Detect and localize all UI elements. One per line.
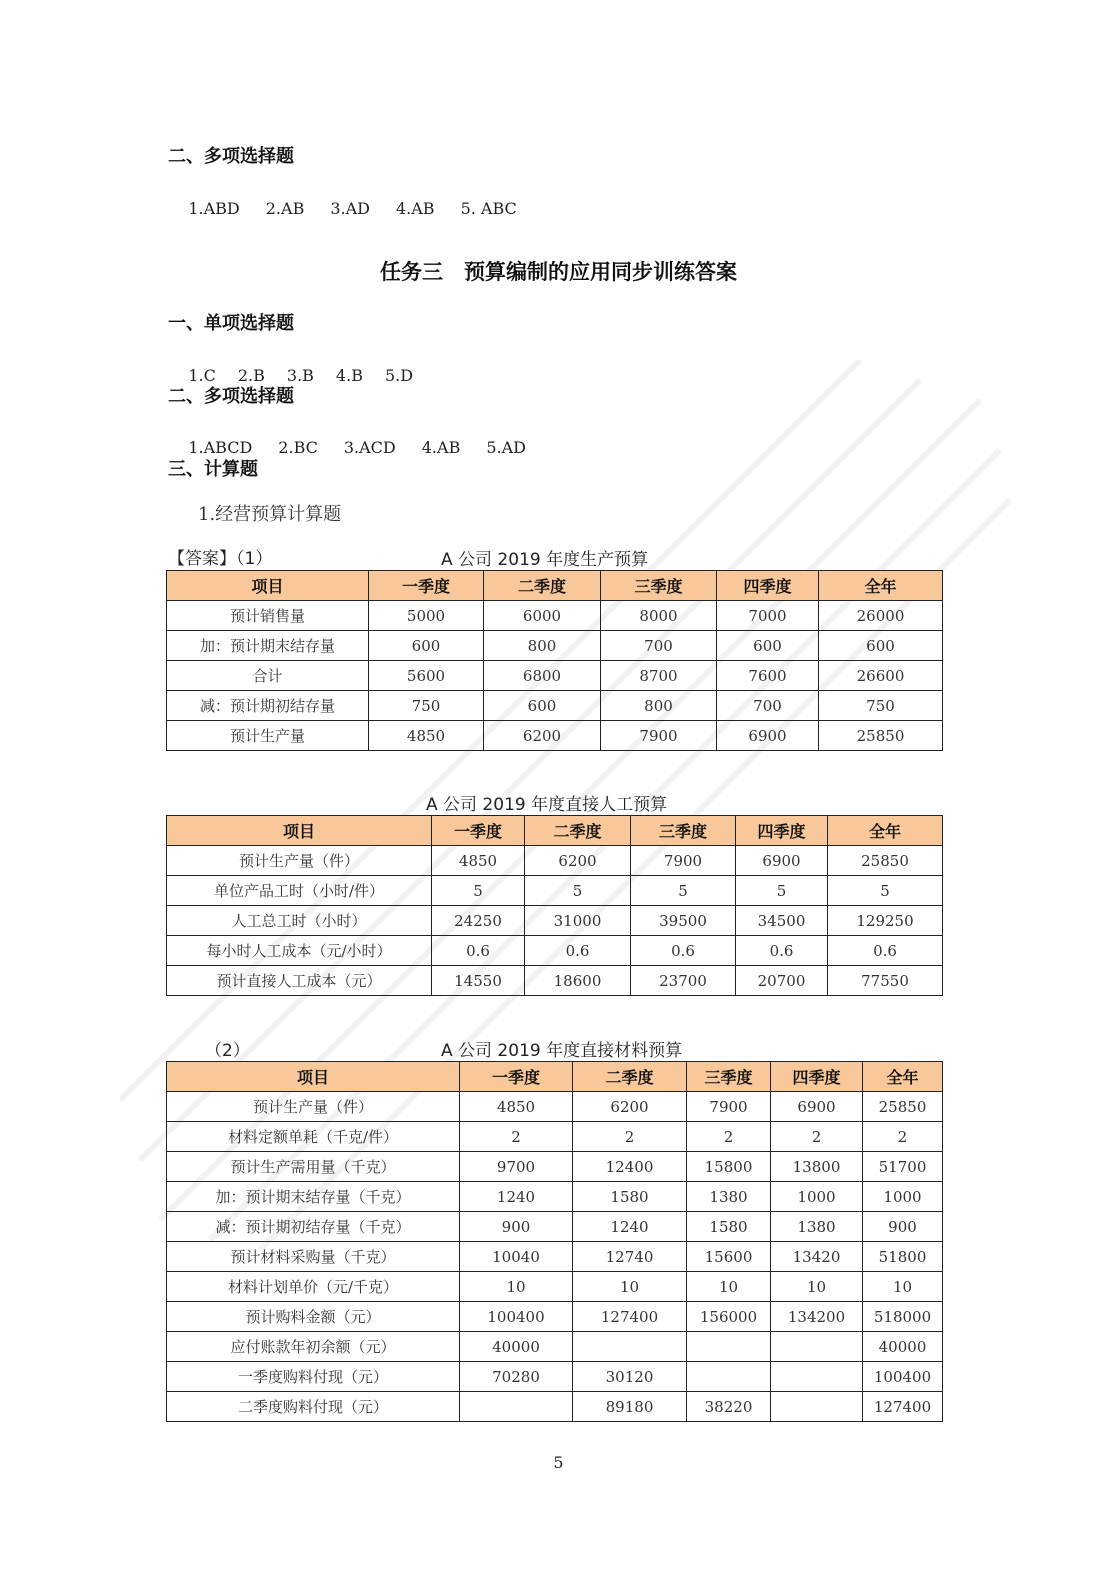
column-header: 全年: [828, 816, 943, 846]
section-heading-calc: 三、计算题: [168, 459, 258, 480]
table-cell: 7900: [631, 846, 736, 876]
table-cell: 10: [687, 1272, 771, 1302]
table-cell: 6800: [484, 661, 601, 691]
table-cell: [573, 1332, 687, 1362]
row-label: 加：预计期末结存量: [167, 631, 369, 661]
table-row: [167, 1392, 943, 1422]
table-cell: 1000: [863, 1182, 943, 1212]
table-cell: 127400: [863, 1392, 943, 1422]
answer-item: 3.AD: [330, 199, 370, 218]
table-cell: 40000: [460, 1332, 573, 1362]
column-header: 四季度: [736, 816, 828, 846]
answer-item: 5.D: [384, 366, 414, 385]
table-cell: 0.6: [736, 936, 828, 966]
table-cell: 600: [819, 631, 943, 661]
table-row: [167, 631, 943, 661]
table-cell: [460, 1392, 573, 1422]
table-cell: 6000: [484, 601, 601, 631]
table-cell: 26000: [819, 601, 943, 631]
table-row: [167, 966, 943, 996]
table-cell: 900: [863, 1212, 943, 1242]
row-label: 减：预计期初结存量: [167, 691, 369, 721]
table-cell: 25850: [819, 721, 943, 751]
table-cell: 600: [717, 631, 819, 661]
table-cell: 0.6: [828, 936, 943, 966]
answer-item: 4.AB: [421, 438, 461, 457]
table-cell: 7900: [687, 1092, 771, 1122]
table-row: [167, 1332, 943, 1362]
table-cell: 2: [460, 1122, 573, 1152]
table-cell: 600: [369, 631, 484, 661]
answer-item: 1.ABCD: [188, 438, 253, 457]
table-cell: 30120: [573, 1362, 687, 1392]
row-label: 人工总工时（小时）: [167, 906, 432, 936]
table-cell: 1240: [573, 1212, 687, 1242]
table-cell: [687, 1332, 771, 1362]
table-cell: 6200: [484, 721, 601, 751]
column-header: 四季度: [771, 1062, 863, 1092]
table-cell: 26600: [819, 661, 943, 691]
row-label: 一季度购料付现（元）: [167, 1362, 460, 1392]
row-label: 预计生产量: [167, 721, 369, 751]
table-row: [167, 1242, 943, 1272]
table-row: [167, 1302, 943, 1332]
table-cell: 25850: [863, 1092, 943, 1122]
table-cell: 2: [573, 1122, 687, 1152]
table-cell: 800: [484, 631, 601, 661]
table-cell: 100400: [460, 1302, 573, 1332]
table-cell: 10040: [460, 1242, 573, 1272]
table-cell: 34500: [736, 906, 828, 936]
column-header: 二季度: [525, 816, 631, 846]
page-number: 5: [553, 1453, 564, 1472]
table-row: [167, 846, 943, 876]
table-row: [167, 1362, 943, 1392]
section-heading-single: 一、单项选择题: [168, 313, 294, 334]
row-label: 单位产品工时（小时/件）: [167, 876, 432, 906]
table-cell: 750: [819, 691, 943, 721]
row-label: 材料定额单耗（千克/件）: [167, 1122, 460, 1152]
answer-item: 1.ABD: [188, 199, 240, 218]
table-row: [167, 1212, 943, 1242]
table-row: [167, 691, 943, 721]
column-header: 二季度: [484, 571, 601, 601]
table-row: [167, 601, 943, 631]
table-cell: 10: [460, 1272, 573, 1302]
table-cell: 1000: [771, 1182, 863, 1212]
column-header: 四季度: [717, 571, 819, 601]
table-cell: 13800: [771, 1152, 863, 1182]
table-cell: 13420: [771, 1242, 863, 1272]
table-cell: [771, 1392, 863, 1422]
table-cell: 25850: [828, 846, 943, 876]
calc-subheading: 1.经营预算计算题: [198, 504, 342, 525]
column-header: 三季度: [601, 571, 717, 601]
table-cell: 4850: [460, 1092, 573, 1122]
table-cell: 1240: [460, 1182, 573, 1212]
answer-item: 2.BC: [278, 438, 318, 457]
row-label: 二季度购料付现（元）: [167, 1392, 460, 1422]
table-row: [167, 1122, 943, 1152]
table-cell: 5: [828, 876, 943, 906]
row-label: 预计直接人工成本（元）: [167, 966, 432, 996]
table-cell: 7600: [717, 661, 819, 691]
answer-item: 3.B: [286, 366, 314, 385]
table-header-row: [167, 571, 943, 601]
table-cell: 20700: [736, 966, 828, 996]
table-cell: 750: [369, 691, 484, 721]
table-cell: 6900: [736, 846, 828, 876]
table-row: [167, 906, 943, 936]
table-cell: 5: [432, 876, 525, 906]
table2-caption: A 公司 2019 年度直接人工预算: [426, 795, 668, 815]
table-cell: 127400: [573, 1302, 687, 1332]
row-label: 预计生产需用量（千克）: [167, 1152, 460, 1182]
row-label: 每小时人工成本（元/小时）: [167, 936, 432, 966]
table-cell: 89180: [573, 1392, 687, 1422]
answer-label: 【答案】（1）: [168, 549, 273, 569]
table-cell: 700: [601, 631, 717, 661]
table-cell: 51800: [863, 1242, 943, 1272]
table-cell: 1580: [573, 1182, 687, 1212]
table-cell: 1380: [687, 1182, 771, 1212]
table-row: [167, 1182, 943, 1212]
table-cell: 4850: [369, 721, 484, 751]
row-label: 预计材料采购量（千克）: [167, 1242, 460, 1272]
column-header: 全年: [819, 571, 943, 601]
answer-item: 5. ABC: [460, 199, 517, 218]
table-cell: 12400: [573, 1152, 687, 1182]
table-cell: 5: [525, 876, 631, 906]
table-cell: 9700: [460, 1152, 573, 1182]
row-label: 预计生产量（件）: [167, 1092, 460, 1122]
answer-item: 4.AB: [395, 199, 435, 218]
table-cell: 129250: [828, 906, 943, 936]
table-cell: 77550: [828, 966, 943, 996]
table-cell: 39500: [631, 906, 736, 936]
row-label: 应付账款年初余额（元）: [167, 1332, 460, 1362]
table-header-row: [167, 816, 943, 846]
table-cell: 600: [484, 691, 601, 721]
table-cell: 10: [771, 1272, 863, 1302]
table-cell: [771, 1332, 863, 1362]
table-cell: 6900: [771, 1092, 863, 1122]
table-cell: 24250: [432, 906, 525, 936]
answer-item: 5.AD: [486, 438, 526, 457]
table-cell: 900: [460, 1212, 573, 1242]
table-cell: 51700: [863, 1152, 943, 1182]
table-cell: [771, 1362, 863, 1392]
table-cell: 10: [573, 1272, 687, 1302]
table-cell: 7000: [717, 601, 819, 631]
section-heading-multi: 二、多项选择题: [168, 386, 294, 407]
table-cell: 18600: [525, 966, 631, 996]
task-title: 任务三 预算编制的应用同步训练答案: [380, 260, 737, 284]
row-label: 材料计划单价（元/千克）: [167, 1272, 460, 1302]
table-cell: 156000: [687, 1302, 771, 1332]
row-label: 减：预计期初结存量（千克）: [167, 1212, 460, 1242]
production-budget-table: [166, 570, 943, 751]
row-label: 预计销售量: [167, 601, 369, 631]
column-header: 项目: [167, 571, 369, 601]
table-cell: 100400: [863, 1362, 943, 1392]
table-cell: 6200: [525, 846, 631, 876]
table-cell: 15800: [687, 1152, 771, 1182]
table-cell: 1380: [771, 1212, 863, 1242]
table-cell: 31000: [525, 906, 631, 936]
table-row: [167, 721, 943, 751]
table-row: [167, 876, 943, 906]
column-header: 二季度: [573, 1062, 687, 1092]
answer-line-multi-prev: [168, 180, 543, 237]
answer-item: 2.B: [237, 366, 265, 385]
row-label: 合计: [167, 661, 369, 691]
table-row: [167, 1272, 943, 1302]
table-cell: 5: [736, 876, 828, 906]
column-header: 项目: [167, 816, 432, 846]
column-header: 三季度: [631, 816, 736, 846]
answer-item: 2.AB: [265, 199, 305, 218]
direct-materials-budget-table: [166, 1061, 943, 1422]
table-cell: 40000: [863, 1332, 943, 1362]
section-heading-multi-prev: 二、多项选择题: [168, 146, 294, 167]
table-cell: 5000: [369, 601, 484, 631]
table-cell: 7900: [601, 721, 717, 751]
table-cell: 800: [601, 691, 717, 721]
answer-item: 3.ACD: [343, 438, 396, 457]
table-cell: [687, 1362, 771, 1392]
table-cell: 38220: [687, 1392, 771, 1422]
table-cell: 5600: [369, 661, 484, 691]
table-cell: 2: [771, 1122, 863, 1152]
table-cell: 15600: [687, 1242, 771, 1272]
table-cell: 23700: [631, 966, 736, 996]
table-row: [167, 661, 943, 691]
table-row: [167, 1092, 943, 1122]
table-cell: 1580: [687, 1212, 771, 1242]
table-cell: 0.6: [432, 936, 525, 966]
column-header: 一季度: [432, 816, 525, 846]
table-cell: 518000: [863, 1302, 943, 1332]
table-cell: 8000: [601, 601, 717, 631]
table-cell: 0.6: [525, 936, 631, 966]
table-cell: 2: [863, 1122, 943, 1152]
row-label: 加：预计期末结存量（千克）: [167, 1182, 460, 1212]
table-row: [167, 1152, 943, 1182]
table-cell: 70280: [460, 1362, 573, 1392]
table-cell: 700: [717, 691, 819, 721]
part2-label: （2）: [205, 1041, 250, 1061]
direct-labor-budget-table: [166, 815, 943, 996]
table-cell: 6200: [573, 1092, 687, 1122]
table-cell: 6900: [717, 721, 819, 751]
table-cell: 0.6: [631, 936, 736, 966]
table-header-row: [167, 1062, 943, 1092]
table-cell: 8700: [601, 661, 717, 691]
table-cell: 10: [863, 1272, 943, 1302]
answer-item: 4.B: [335, 366, 363, 385]
table-cell: 14550: [432, 966, 525, 996]
column-header: 三季度: [687, 1062, 771, 1092]
table-cell: 5: [631, 876, 736, 906]
column-header: 一季度: [369, 571, 484, 601]
column-header: 全年: [863, 1062, 943, 1092]
table1-caption: A 公司 2019 年度生产预算: [441, 550, 649, 570]
table-cell: 2: [687, 1122, 771, 1152]
row-label: 预计生产量（件）: [167, 846, 432, 876]
table3-caption: A 公司 2019 年度直接材料预算: [441, 1041, 683, 1061]
row-label: 预计购料金额（元）: [167, 1302, 460, 1332]
column-header: 一季度: [460, 1062, 573, 1092]
table-row: [167, 936, 943, 966]
table-cell: 4850: [432, 846, 525, 876]
column-header: 项目: [167, 1062, 460, 1092]
table-cell: 134200: [771, 1302, 863, 1332]
table-cell: 12740: [573, 1242, 687, 1272]
answer-item: 1.C: [188, 366, 216, 385]
